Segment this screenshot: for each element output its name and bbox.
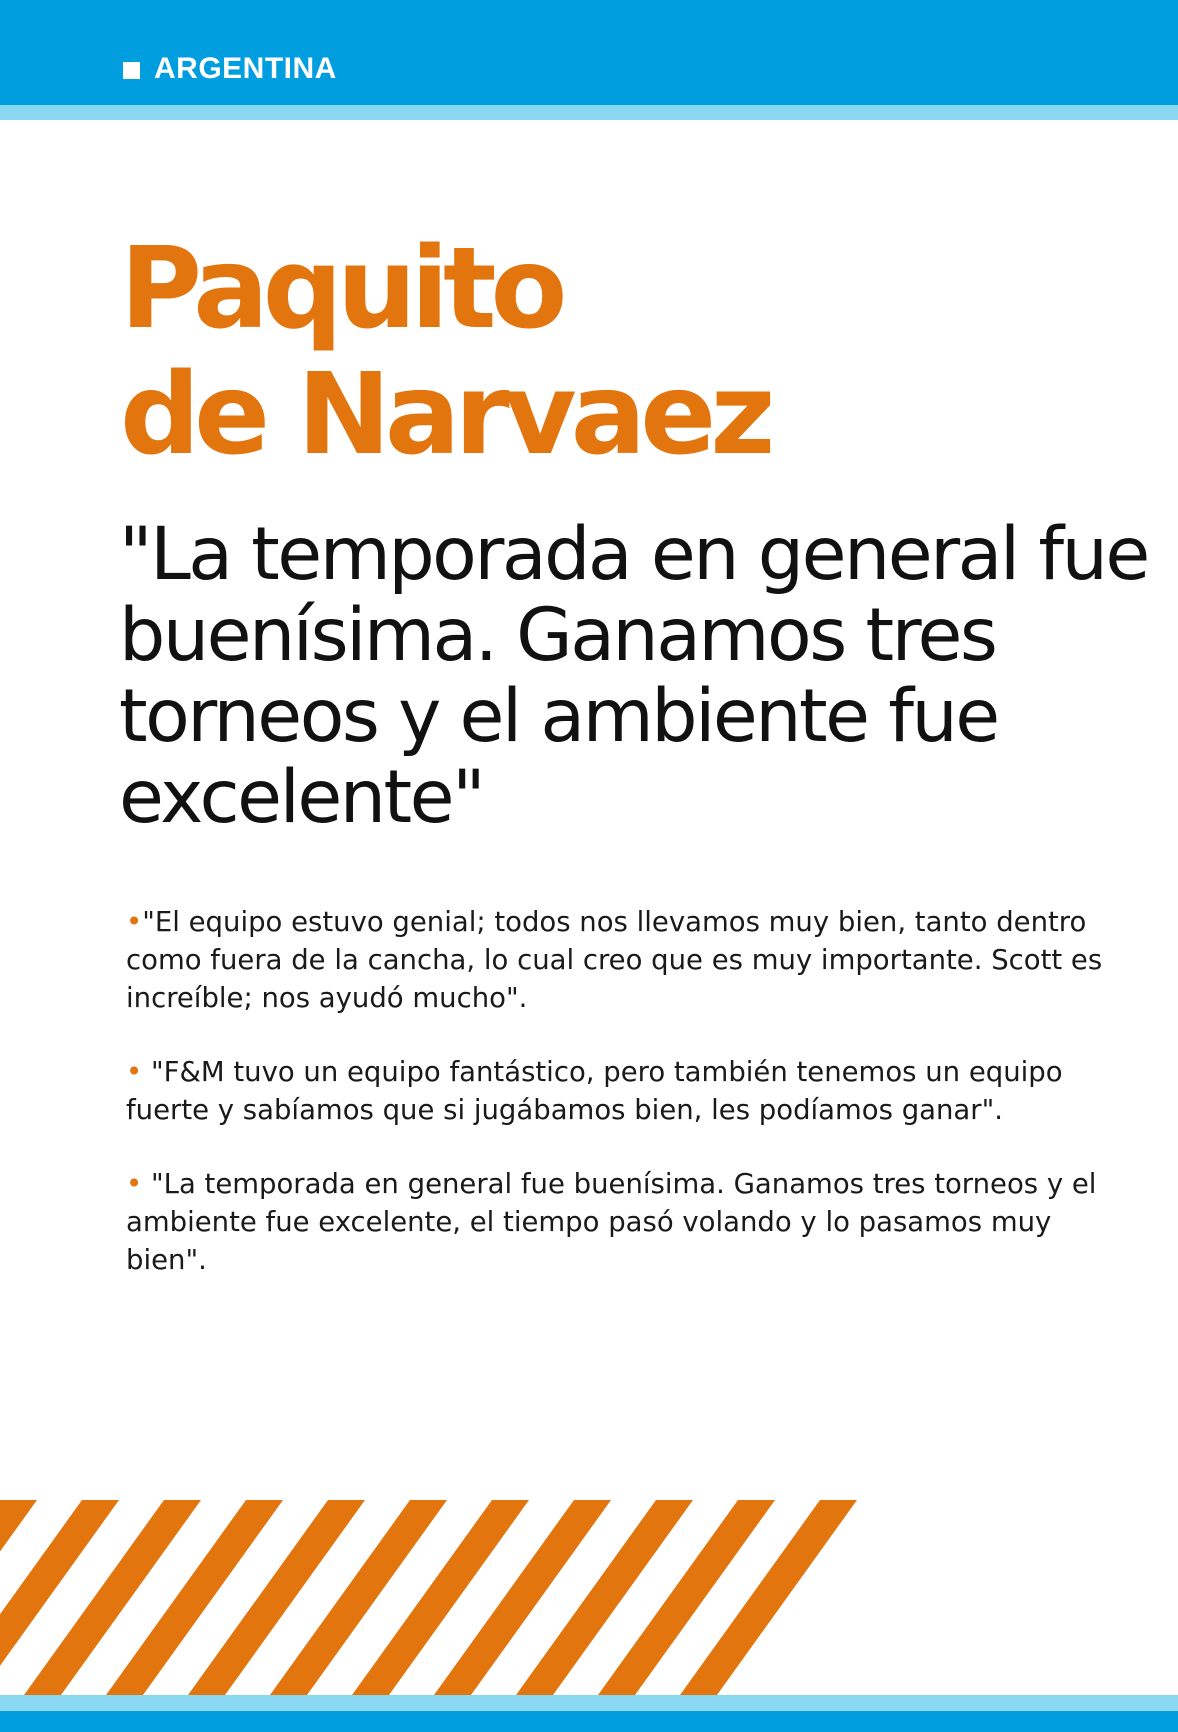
article-title bbox=[120, 226, 1020, 478]
diagonal-stripes-decoration bbox=[0, 1500, 1178, 1695]
bullet-icon: • bbox=[126, 1056, 143, 1088]
quote-text: "F&M tuvo un equipo fantástico, pero también tenemos un equipo fuerte y sabíamos que si jugábamos bien, les podíamos ganar". bbox=[126, 1056, 1063, 1126]
title-line-1: Paquito bbox=[120, 224, 562, 354]
section-label: ARGENTINA bbox=[154, 52, 337, 85]
title-line-2: de Narvaez bbox=[120, 350, 770, 480]
footer-accent-stripe bbox=[0, 1695, 1178, 1711]
section-marker-square bbox=[123, 62, 140, 79]
pull-quote: "La temporada en general fue buenísima. Ganamos tres torneos y el ambiente fue excelente" bbox=[119, 512, 1148, 840]
quote-text: "La temporada en general fue buenísima. Ganamos tres torneos y el ambiente fue excelente, el tiempo pasó volando y lo pasamos muy bien". bbox=[126, 1168, 1097, 1276]
quote-item bbox=[126, 1053, 1106, 1129]
bullet-icon: • bbox=[126, 1168, 143, 1200]
quote-item bbox=[126, 1165, 1106, 1279]
footer-bar bbox=[0, 1711, 1178, 1732]
bullet-icon: • bbox=[126, 906, 143, 938]
quote-item bbox=[126, 903, 1106, 1017]
header-accent-stripe bbox=[0, 105, 1178, 120]
quote-text: "El equipo estuvo genial; todos nos llevamos muy bien, tanto dentro como fuera de la cancha, lo cual creo que es muy importante. Scott es increíble; nos ayudó mucho". bbox=[126, 906, 1103, 1014]
quote-list bbox=[126, 903, 1106, 1315]
